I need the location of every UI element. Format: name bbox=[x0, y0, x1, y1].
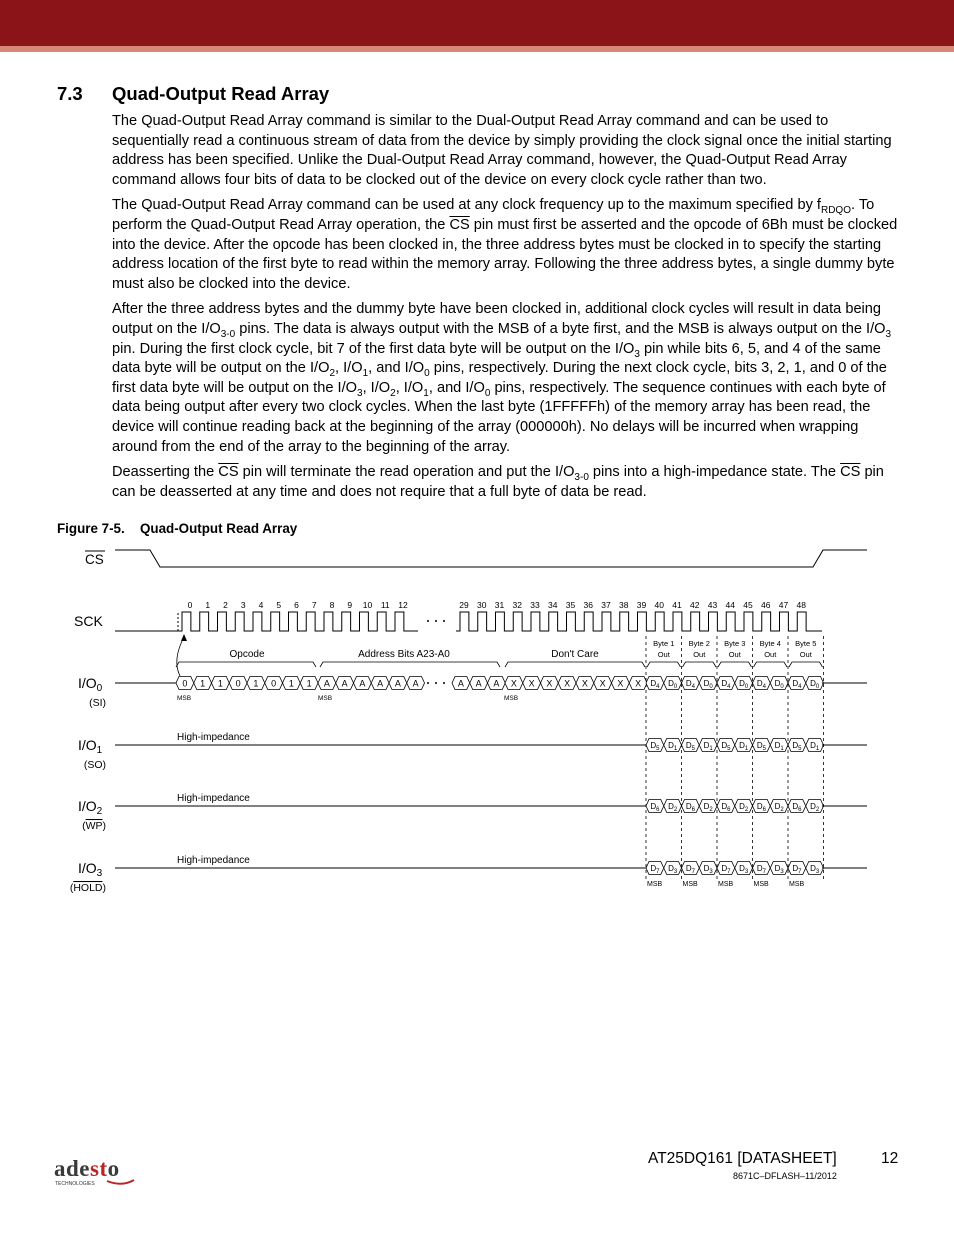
io2-data-bit-text: $D_2$ bbox=[703, 802, 713, 813]
byte-out-label: Out bbox=[657, 650, 670, 659]
opcode-bit-text: 1 bbox=[217, 678, 223, 689]
svg-text:TECHNOLOGIES: TECHNOLOGIES bbox=[55, 1181, 95, 1187]
dummy-bit-text: X bbox=[546, 678, 553, 689]
sck-waveform-part2 bbox=[456, 612, 822, 631]
io2-data-bit-text: $D_2$ bbox=[810, 802, 820, 813]
opcode-label: Opcode bbox=[229, 649, 265, 660]
page-number: 12 bbox=[881, 1150, 899, 1167]
dummy-bit-text: X bbox=[617, 678, 624, 689]
dummy-bit-text: X bbox=[564, 678, 571, 689]
signal-io3-alt: (HOLD) bbox=[69, 882, 106, 894]
io2-data-bit-text: $D_6$ bbox=[650, 802, 660, 813]
byte-out-label: Out bbox=[693, 650, 706, 659]
adesto-logo bbox=[54, 1156, 144, 1188]
io1-data-bit-text: $D_5$ bbox=[650, 741, 660, 752]
opcode-bit-text: 1 bbox=[306, 678, 312, 689]
msb-label: MSB bbox=[789, 881, 805, 888]
io3-data-bit-text: $D_7$ bbox=[792, 864, 802, 875]
opcode-bit-text: 0 bbox=[235, 678, 241, 689]
io1-data-bit-text: $D_1$ bbox=[774, 741, 784, 752]
io1-data-bit-text: $D_5$ bbox=[721, 741, 731, 752]
clock-number: 4 bbox=[258, 600, 264, 610]
signal-labels bbox=[70, 552, 106, 894]
io0-data-bit-text: $D_4$ bbox=[756, 679, 766, 690]
io0-data-bit-text: $D_0$ bbox=[739, 679, 749, 690]
dontcare-label: Don't Care bbox=[551, 649, 599, 660]
high-impedance-label: High-impedance bbox=[177, 793, 250, 804]
figure-caption bbox=[57, 521, 298, 536]
paragraph-4: Deasserting the $\overline{CS}$ pin will terminate the read operation and put the $I/O_{3-0}$ pins into a high-impedance state. The $\overline{CS}$ pin can be deasserted at any time and does not require that a full byte of data be read. bbox=[112, 464, 884, 500]
byte-out-label: Byte 1 bbox=[653, 639, 675, 648]
msb-label: MSB bbox=[318, 695, 333, 702]
clock-number: 35 bbox=[565, 600, 576, 610]
paragraph-3: After the three address bytes and the dummy byte have been clocked in, additional clock cycles will result in data being output on the $I/O_{3-0}$ pins. The data is always output with the MSB of a byte first, and the MSB is always output on the $I/O_3$ pin. During the first clock cycle, bit 7 of the first data byte will be output on the $I/O_3$ pin while bits 6, 5, and 4 of the same data byte will be output on the $I/O_2$, $I/O_1$, and $I/O_0$ pins, respectively. During the next clock cycle, bits 3, 2, 1, and 0 of the first data byte will be output on the $I/O_3$, $I/O_2$, $I/O_1$, and $I/O_0$ pins, respectively. The sequence continues with each byte of data being output after every two clock cycles. When the last byte (1FFFFFh) of the memory array has been read, the device will continue reading back at the beginning of the array (000000h). No delays will be incurred when wrapping around from the end of the array to the beginning of the array. bbox=[112, 301, 892, 455]
clock-number: 33 bbox=[530, 600, 540, 610]
io0-data-bit-text: $D_4$ bbox=[792, 679, 802, 690]
address-bit-text: A bbox=[377, 678, 384, 689]
doc-code: 8671C–DFLASH–11/2012 bbox=[733, 1171, 837, 1181]
byte-out-bracket bbox=[683, 662, 717, 667]
io3-data-bit-text: $D_7$ bbox=[650, 864, 660, 875]
opcode-bit-text: 1 bbox=[253, 678, 259, 689]
signal-io2-label: $I/O_2$ bbox=[78, 798, 103, 817]
opcode-bracket bbox=[176, 662, 316, 667]
clock-number: 38 bbox=[619, 600, 629, 610]
io2-data-bit-text: $D_6$ bbox=[792, 802, 802, 813]
section-number: 7.3 bbox=[57, 83, 83, 104]
figure-title: Quad-Output Read Array bbox=[140, 521, 298, 536]
io3-data-bit-text: $D_3$ bbox=[810, 864, 820, 875]
clock-number: 47 bbox=[778, 600, 789, 610]
io1-data-bit-text: $D_1$ bbox=[703, 741, 713, 752]
timing-arrow-head bbox=[181, 634, 187, 641]
figure-number: Figure 7-5. bbox=[57, 521, 125, 536]
clock-number: 8 bbox=[329, 600, 335, 610]
clock-number: 44 bbox=[725, 600, 735, 610]
sck-ellipsis-dot bbox=[435, 620, 437, 622]
byte-out-label: Byte 4 bbox=[759, 639, 781, 648]
opcode-bit-text: 0 bbox=[271, 678, 277, 689]
signal-io3-label: $I/O_3$ bbox=[78, 860, 103, 879]
byte-out-label: Out bbox=[764, 650, 777, 659]
msb-label: MSB bbox=[504, 695, 519, 702]
clock-number: 0 bbox=[187, 600, 193, 610]
clock-number: 34 bbox=[548, 600, 558, 610]
clock-number: 39 bbox=[636, 600, 647, 610]
byte-out-bracket bbox=[754, 662, 788, 667]
byte-out-label: Out bbox=[799, 650, 812, 659]
byte-out-bracket bbox=[789, 662, 823, 667]
clock-number: 7 bbox=[311, 600, 317, 610]
clock-number: 32 bbox=[512, 600, 522, 610]
io3-data-bit-text: $D_3$ bbox=[774, 864, 784, 875]
dummy-bit-text: X bbox=[635, 678, 642, 689]
byte-out-label: Byte 3 bbox=[724, 639, 746, 648]
company-logo bbox=[54, 1156, 144, 1193]
clock-number: 43 bbox=[707, 600, 718, 610]
dontcare-bracket bbox=[505, 662, 645, 667]
clock-number: 3 bbox=[240, 600, 246, 610]
timing-arrow bbox=[177, 637, 184, 676]
io2-data-bit-text: $D_6$ bbox=[721, 802, 731, 813]
address-bit-text: A bbox=[412, 678, 419, 689]
timing-diagram bbox=[0, 540, 954, 900]
io2-data-bit-text: $D_2$ bbox=[774, 802, 784, 813]
paragraph-1: The Quad-Output Read Array command is similar to the Dual-Output Read Array command and can be used to sequentially read a continuous stream of data from the device by simply providing the clock signal once the initial starting address has been specified. Unlike the Dual-Output Read Array command, however, the Quad-Output Read Array command allows four bits of data to be clocked out of the device on every clock cycle rather than two. bbox=[112, 113, 892, 188]
header-stripe bbox=[0, 46, 954, 52]
clock-number: 45 bbox=[743, 600, 753, 610]
io1-data-bit-text: $D_5$ bbox=[792, 741, 802, 752]
io2-data-bit-text: $D_2$ bbox=[668, 802, 678, 813]
address-bit-text: A bbox=[359, 678, 366, 689]
io0-ellipsis-dot bbox=[443, 682, 445, 684]
clock-number: 30 bbox=[477, 600, 487, 610]
address-bit-text: A bbox=[457, 678, 464, 689]
io0-data-bit-text: $D_0$ bbox=[810, 679, 820, 690]
doc-title: AT25DQ161 [DATASHEET] bbox=[648, 1150, 837, 1167]
io3-data-bit-text: $D_7$ bbox=[685, 864, 695, 875]
msb-label: MSB bbox=[753, 881, 769, 888]
io2-data-bit-text: $D_6$ bbox=[756, 802, 766, 813]
io1-data-bit-text: $D_1$ bbox=[810, 741, 820, 752]
opcode-bit-text: 0 bbox=[182, 678, 188, 689]
clock-number: 37 bbox=[601, 600, 611, 610]
clock-number: 40 bbox=[654, 600, 664, 610]
msb-label: MSB bbox=[682, 881, 698, 888]
io0-data-bit-text: $D_4$ bbox=[650, 679, 660, 690]
io1-data-bit-text: $D_1$ bbox=[739, 741, 749, 752]
signal-io1-label: $I/O_1$ bbox=[78, 737, 103, 756]
io0-data-bit-text: $D_4$ bbox=[721, 679, 731, 690]
address-bit-text: A bbox=[341, 678, 348, 689]
address-bit-text: A bbox=[493, 678, 500, 689]
msb-label: MSB bbox=[718, 881, 734, 888]
opcode-bit-text: 1 bbox=[288, 678, 294, 689]
byte-out-label: Byte 2 bbox=[688, 639, 710, 648]
svg-text:adesto: adesto bbox=[54, 1156, 120, 1181]
msb-label: MSB bbox=[647, 881, 663, 888]
address-bit-text: A bbox=[323, 678, 330, 689]
signal-io2-alt: (WP) bbox=[82, 820, 106, 832]
io1-data-bit-text: $D_5$ bbox=[756, 741, 766, 752]
clock-number: 48 bbox=[796, 600, 806, 610]
clock-number: 42 bbox=[690, 600, 700, 610]
body-text bbox=[112, 112, 898, 508]
signal-io0-label: $I/O_0$ bbox=[78, 675, 103, 694]
high-impedance-label: High-impedance bbox=[177, 732, 250, 743]
dummy-bit-text: X bbox=[599, 678, 606, 689]
sck-ellipsis-dot bbox=[443, 620, 445, 622]
header-bar bbox=[0, 0, 954, 46]
signal-sck-label: SCK bbox=[74, 613, 103, 629]
clock-number: 41 bbox=[672, 600, 682, 610]
opcode-bit-text: 1 bbox=[200, 678, 206, 689]
io3-data-bit-text: $D_3$ bbox=[668, 864, 678, 875]
address-bit-text: A bbox=[475, 678, 482, 689]
io0-ellipsis-dot bbox=[427, 682, 429, 684]
cs-waveform bbox=[115, 550, 867, 567]
io1-data-bit-text: $D_5$ bbox=[685, 741, 695, 752]
io0-ellipsis-dot bbox=[435, 682, 437, 684]
io3-data-bit-text: $D_7$ bbox=[721, 864, 731, 875]
io0-data-bit-text: $D_0$ bbox=[668, 679, 678, 690]
byte-out-bracket bbox=[718, 662, 752, 667]
clock-number: 12 bbox=[398, 600, 408, 610]
dummy-bit-text: X bbox=[528, 678, 535, 689]
sck-waveform-part1 bbox=[115, 612, 418, 631]
byte-out-label: Out bbox=[728, 650, 741, 659]
clock-number: 9 bbox=[347, 600, 353, 610]
section-title: Quad-Output Read Array bbox=[112, 83, 330, 104]
byte-out-label: Byte 5 bbox=[795, 639, 817, 648]
address-bit-text: A bbox=[394, 678, 401, 689]
msb-label: MSB bbox=[177, 695, 192, 702]
high-impedance-label: High-impedance bbox=[177, 855, 250, 866]
paragraph-2: The Quad-Output Read Array command can be used at any clock frequency up to the maximum specified by $f_{RDQO}$. To perform the Quad-Output Read Array operation, the $\overline{CS}$ pin must first be asserted and the opcode of 6Bh must be clocked into the device. After the opcode has been clocked in, the three address bytes must be clocked in to specify the starting address location of the first byte to read within the memory array. Following the three address bytes, a single dummy byte must also be clocked into the device. bbox=[112, 197, 898, 292]
address-bracket bbox=[320, 662, 500, 667]
byte-out-bracket bbox=[647, 662, 681, 667]
dummy-bit-text: X bbox=[510, 678, 517, 689]
signal-io0-alt: (SI) bbox=[89, 697, 106, 709]
io3-data-bit-text: $D_3$ bbox=[739, 864, 749, 875]
io0-data-bit-text: $D_0$ bbox=[703, 679, 713, 690]
io3-data-bit-text: $D_3$ bbox=[703, 864, 713, 875]
clock-number: 31 bbox=[494, 600, 505, 610]
signal-cs-label: CS bbox=[85, 552, 104, 567]
waveforms bbox=[85, 550, 867, 888]
sck-ellipsis-dot bbox=[427, 620, 429, 622]
signal-io1-alt: (SO) bbox=[83, 759, 106, 771]
io2-data-bit-text: $D_6$ bbox=[685, 802, 695, 813]
clock-number: 11 bbox=[380, 600, 390, 610]
dummy-bit-text: X bbox=[581, 678, 588, 689]
clock-number: 5 bbox=[276, 600, 282, 610]
clock-number: 29 bbox=[459, 600, 469, 610]
io0-data-bit-text: $D_0$ bbox=[774, 679, 784, 690]
io0-data-bit-text: $D_4$ bbox=[685, 679, 695, 690]
address-label: Address Bits A23-A0 bbox=[358, 649, 450, 660]
io3-data-bit-text: $D_7$ bbox=[756, 864, 766, 875]
clock-number: 36 bbox=[583, 600, 593, 610]
clock-number: 10 bbox=[362, 600, 373, 610]
clock-number: 1 bbox=[205, 600, 211, 610]
clock-number: 6 bbox=[294, 600, 299, 610]
io1-data-bit-text: $D_1$ bbox=[668, 741, 678, 752]
clock-number: 46 bbox=[761, 600, 771, 610]
io2-data-bit-text: $D_2$ bbox=[739, 802, 749, 813]
clock-number: 2 bbox=[223, 600, 228, 610]
